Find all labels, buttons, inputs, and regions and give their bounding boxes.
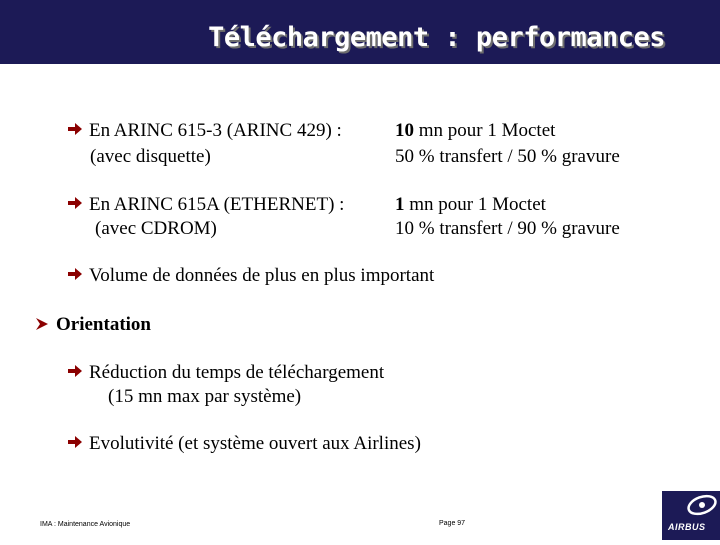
- item-1-right-line1: [395, 120, 555, 142]
- arrow-right-icon: [68, 123, 82, 135]
- arrow-right-icon: [68, 365, 82, 377]
- chevron-right-icon: [35, 317, 49, 329]
- item-2-left-line1: [68, 194, 344, 216]
- orientation-item-2: [68, 433, 421, 455]
- volume-text: Volume de données de plus en plus important: [89, 265, 435, 286]
- footer-caption: IMA : Maintenance Avionique: [40, 521, 131, 528]
- orientation-item-1-line1: [68, 362, 384, 384]
- item-2-value-unit: mn pour 1 Moctet: [404, 194, 546, 215]
- item-2-value: 1: [395, 194, 405, 215]
- item-2-left-line2: (avec CDROM): [95, 218, 217, 239]
- item-2-right-line1: [395, 194, 546, 216]
- volume-line: [68, 265, 434, 287]
- item-1-value: 10: [395, 120, 414, 141]
- orientation-heading: [35, 314, 151, 336]
- page-title: Téléchargement : performances: [208, 22, 665, 53]
- item-1-left-line1: [68, 120, 342, 142]
- item-1-value-unit: mn pour 1 Moctet: [414, 120, 556, 141]
- airbus-logo: [662, 491, 720, 540]
- item-1-right-line2: 50 % transfert / 50 % gravure: [395, 146, 620, 167]
- orientation-item-2-text: Evolutivité (et système ouvert aux Airlines): [89, 433, 421, 454]
- arrow-right-icon: [68, 197, 82, 209]
- logo-text: AIRBUS: [668, 522, 706, 532]
- arrow-right-icon: [68, 436, 82, 448]
- arrow-right-icon: [68, 268, 82, 280]
- item-1-label: En ARINC 615-3 (ARINC 429) :: [89, 120, 342, 141]
- orientation-item-1-line2: (15 mn max par système): [108, 386, 302, 407]
- item-2-right-line2: 10 % transfert / 90 % gravure: [395, 218, 620, 239]
- item-2-label: En ARINC 615A (ETHERNET) :: [89, 194, 345, 215]
- orientation-label: Orientation: [56, 314, 151, 335]
- item-1-left-line2: (avec disquette): [90, 146, 211, 167]
- orientation-item-1-text: Réduction du temps de téléchargement: [89, 362, 385, 383]
- page-number: Page 97: [439, 520, 466, 527]
